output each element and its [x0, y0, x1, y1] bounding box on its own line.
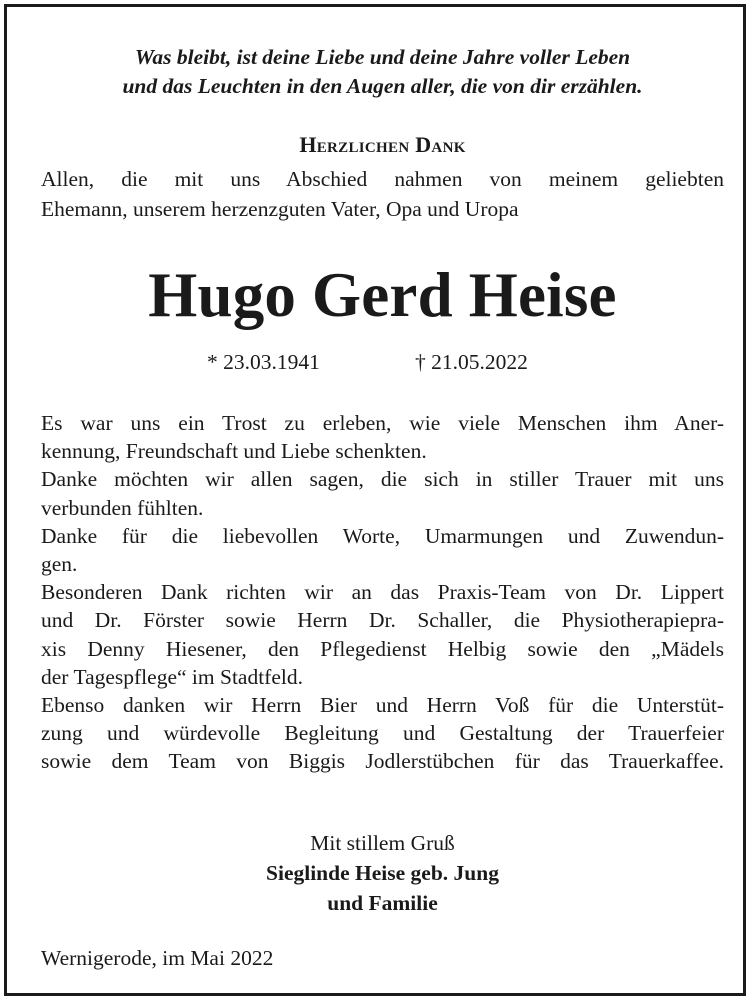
deceased-name: Hugo Gerd Heise — [148, 260, 617, 330]
body-line: sowie dem Team von Biggis Jodlerstübchen für das Trauerkaffee. — [41, 749, 724, 774]
body-line: kennung, Freundschaft und Liebe schenkten. — [41, 439, 427, 464]
intro-line-2: Ehemann, unserem herzenzguten Vater, Opa und Uropa — [41, 197, 519, 221]
body-line: zung und würdevolle Begleitung und Gestaltung der Trauerfeier — [41, 721, 724, 746]
thanks-heading: Herzlichen Dank — [299, 132, 466, 157]
signer-name: Sieglinde Heise geb. Jung — [266, 861, 499, 885]
body-line: verbunden fühlten. — [41, 495, 204, 520]
closing-signature — [41, 828, 724, 918]
body-line: Danke für die liebevollen Worte, Umarmungen und Zuwendun- — [41, 523, 724, 548]
body-line: gen. — [41, 551, 78, 576]
body-line: Es war uns ein Trost zu erleben, wie viele Menschen ihm Aner- — [41, 411, 724, 435]
intro-text — [41, 164, 724, 224]
body-line: und Dr. Förster sowie Herrn Dr. Schaller, die Physiotherapiepra- — [41, 608, 724, 633]
intro-line-1: Allen, die mit uns Abschied nahmen von meinem geliebten — [41, 167, 724, 191]
motto-line-1: Was bleibt, ist deine Liebe und deine Jahre voller Leben — [134, 45, 631, 69]
thanks-body — [41, 409, 724, 775]
body-line: Ebenso danken wir Herrn Bier und Herrn Voß für die Unterstüt- — [41, 692, 724, 717]
birth-date: * 23.03.1941 — [207, 350, 320, 374]
signer-family: und Familie — [327, 891, 438, 915]
motto-verse — [41, 43, 724, 101]
body-line: der Tagespflege“ im Stadtfeld. — [41, 664, 303, 689]
obituary-frame — [4, 4, 746, 996]
death-date: † 21.05.2022 — [415, 350, 528, 374]
body-line: Besonderen Dank richten wir an das Praxis-Team von Dr. Lippert — [41, 580, 724, 605]
closing-greeting: Mit stillem Gruß — [310, 831, 455, 855]
motto-line-2: und das Leuchten in den Augen aller, die von dir erzählen. — [122, 74, 643, 98]
place-date: Wernigerode, im Mai 2022 — [41, 946, 274, 970]
body-line: xis Denny Hiesener, den Pflegedienst Helbig sowie den „Mädels — [41, 636, 724, 661]
body-line: Danke möchten wir allen sagen, die sich in stiller Trauer mit uns — [41, 467, 724, 492]
